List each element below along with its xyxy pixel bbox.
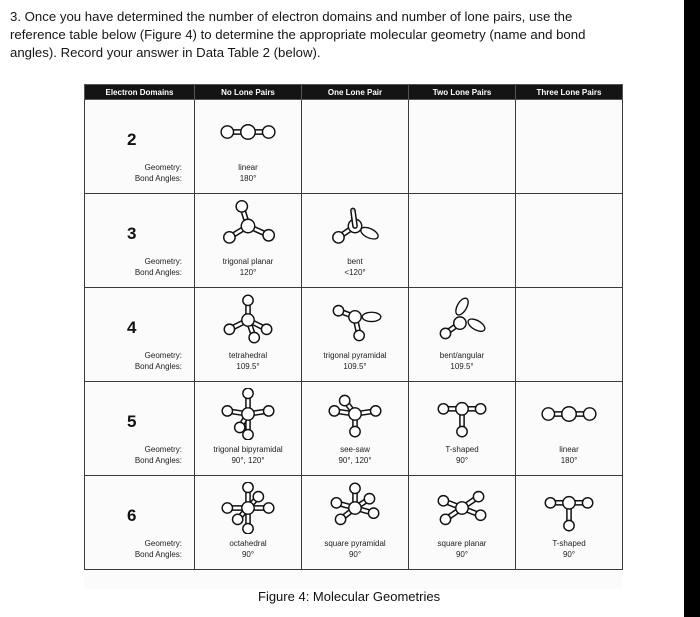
geometry-cell [516,382,623,476]
bond-angle-value: 90°, 120° [231,456,265,465]
bond-angle-value: 90° [241,550,255,559]
geometry-info [409,444,515,466]
geometry-cell [302,288,409,382]
geometry-info [195,162,301,184]
row-labels [85,538,182,560]
bond-angle-value: 109.5° [236,362,260,371]
header-electron-domains: Electron Domains [85,85,195,100]
geometry-cell [302,476,409,570]
t-shaped-molecule-icon [431,388,493,440]
row-labels [85,350,182,372]
geometry-info [516,538,622,560]
geometry-name: see-saw [340,445,370,454]
bond-angles-label: Bond Angles: [134,362,182,371]
electron-domains-cell [85,194,195,288]
table-row [85,288,623,382]
table-header-row [85,85,623,100]
geometry-name: linear [559,445,579,454]
geometry-name: octahedral [229,539,267,548]
see-saw-molecule-icon [324,388,386,440]
geometry-cell [516,476,623,570]
linear-molecule-icon [217,106,279,158]
geometry-label: Geometry: [144,163,182,172]
bond-angles-label: Bond Angles: [134,174,182,183]
geometry-name: trigonal planar [222,257,274,266]
geometry-info [302,444,408,466]
t-shaped-molecule-icon [538,482,600,534]
bond-angles-label: Bond Angles: [134,456,182,465]
trigonal-pyramidal-molecule-icon [324,294,386,346]
geometry-name: T-shaped [552,539,586,548]
bond-angle-value: 90° [455,456,469,465]
electron-domains-cell [85,382,195,476]
bond-angle-value: 109.5° [450,362,474,371]
geometry-info [195,350,301,372]
geometry-cell [195,476,302,570]
bond-angle-value: <120° [344,268,366,277]
bent-angular-molecule-icon [431,294,493,346]
tetrahedral-molecule-icon [217,294,279,346]
geometry-name: trigonal pyramidal [323,351,387,360]
bond-angle-value: 90° [562,550,576,559]
geometry-cell [302,194,409,288]
geometry-info [195,256,301,278]
table-row [85,100,623,194]
geometry-cell [195,100,302,194]
bond-angle-value: 109.5° [343,362,367,371]
bond-angle-value: 180° [560,456,578,465]
empty-cell [409,194,516,288]
bond-angle-value: 90°, 120° [338,456,372,465]
electron-domains-cell [85,288,195,382]
bond-angles-label: Bond Angles: [134,268,182,277]
geometry-info [195,444,301,466]
geometry-info [409,538,515,560]
geometry-cell [409,288,516,382]
geometry-label: Geometry: [144,445,182,454]
geometry-cell [195,288,302,382]
domain-count: 2 [127,130,137,149]
instructions-line-1: 3. Once you have determined the number of electron domains and number of lone pairs, use the [10,9,573,24]
bond-angles-label: Bond Angles: [134,550,182,559]
domain-count: 4 [127,318,137,337]
square-pyramidal-molecule-icon [324,482,386,534]
header-no-lone-pairs: No Lone Pairs [195,85,302,100]
electron-domains-cell [85,476,195,570]
empty-cell [516,194,623,288]
geometry-label: Geometry: [144,351,182,360]
octahedral-molecule-icon [217,482,279,534]
geometry-cell [302,382,409,476]
trigonal-bipyramidal-molecule-icon [217,388,279,440]
bond-angle-value: 120° [239,268,257,277]
geometry-info [302,256,408,278]
table-row [85,382,623,476]
geometry-name: T-shaped [445,445,479,454]
table-row [85,194,623,288]
geometry-label: Geometry: [144,539,182,548]
trigonal-planar-molecule-icon [217,200,279,252]
geometry-name: bent [347,257,363,266]
instructions-text [10,8,675,62]
geometry-label: Geometry: [144,257,182,266]
geometry-cell [195,382,302,476]
domain-count: 5 [127,412,137,431]
geometry-cell [195,194,302,288]
bond-angle-value: 90° [348,550,362,559]
instructions-line-3: angles). Record your answer in Data Table 2 (below). [10,45,321,60]
empty-cell [516,288,623,382]
bent-molecule-icon [324,200,386,252]
header-two-lone-pairs: Two Lone Pairs [409,85,516,100]
table-row [85,476,623,570]
geometry-info [302,538,408,560]
domain-count: 6 [127,506,137,525]
geometry-name: tetrahedral [228,351,268,360]
geometry-cell [409,382,516,476]
figure-caption: Figure 4: Molecular Geometries [258,589,441,604]
geometry-reference-table [84,84,623,570]
empty-cell [516,100,623,194]
header-one-lone-pair: One Lone Pair [302,85,409,100]
geometry-info [195,538,301,560]
domain-count: 3 [127,224,137,243]
geometry-info [409,350,515,372]
row-labels [85,256,182,278]
bond-angle-value: 180° [239,174,257,183]
geometry-name: bent/angular [439,351,485,360]
row-labels [85,162,182,184]
molecular-geometry-figure [84,84,622,589]
linear-molecule-icon [538,388,600,440]
geometry-name: trigonal bipyramidal [213,445,283,454]
geometry-name: square pyramidal [324,539,386,548]
bond-angle-value: 90° [455,550,469,559]
geometry-name: linear [238,163,258,172]
geometry-info [516,444,622,466]
instructions-line-2: reference table below (Figure 4) to determine the appropriate molecular geometry (name and bond [10,27,586,42]
header-three-lone-pairs: Three Lone Pairs [516,85,623,100]
geometry-cell [409,476,516,570]
geometry-name: square planar [437,539,487,548]
empty-cell [409,100,516,194]
row-labels [85,444,182,466]
empty-cell [302,100,409,194]
geometry-info [302,350,408,372]
electron-domains-cell [85,100,195,194]
square-planar-molecule-icon [431,482,493,534]
